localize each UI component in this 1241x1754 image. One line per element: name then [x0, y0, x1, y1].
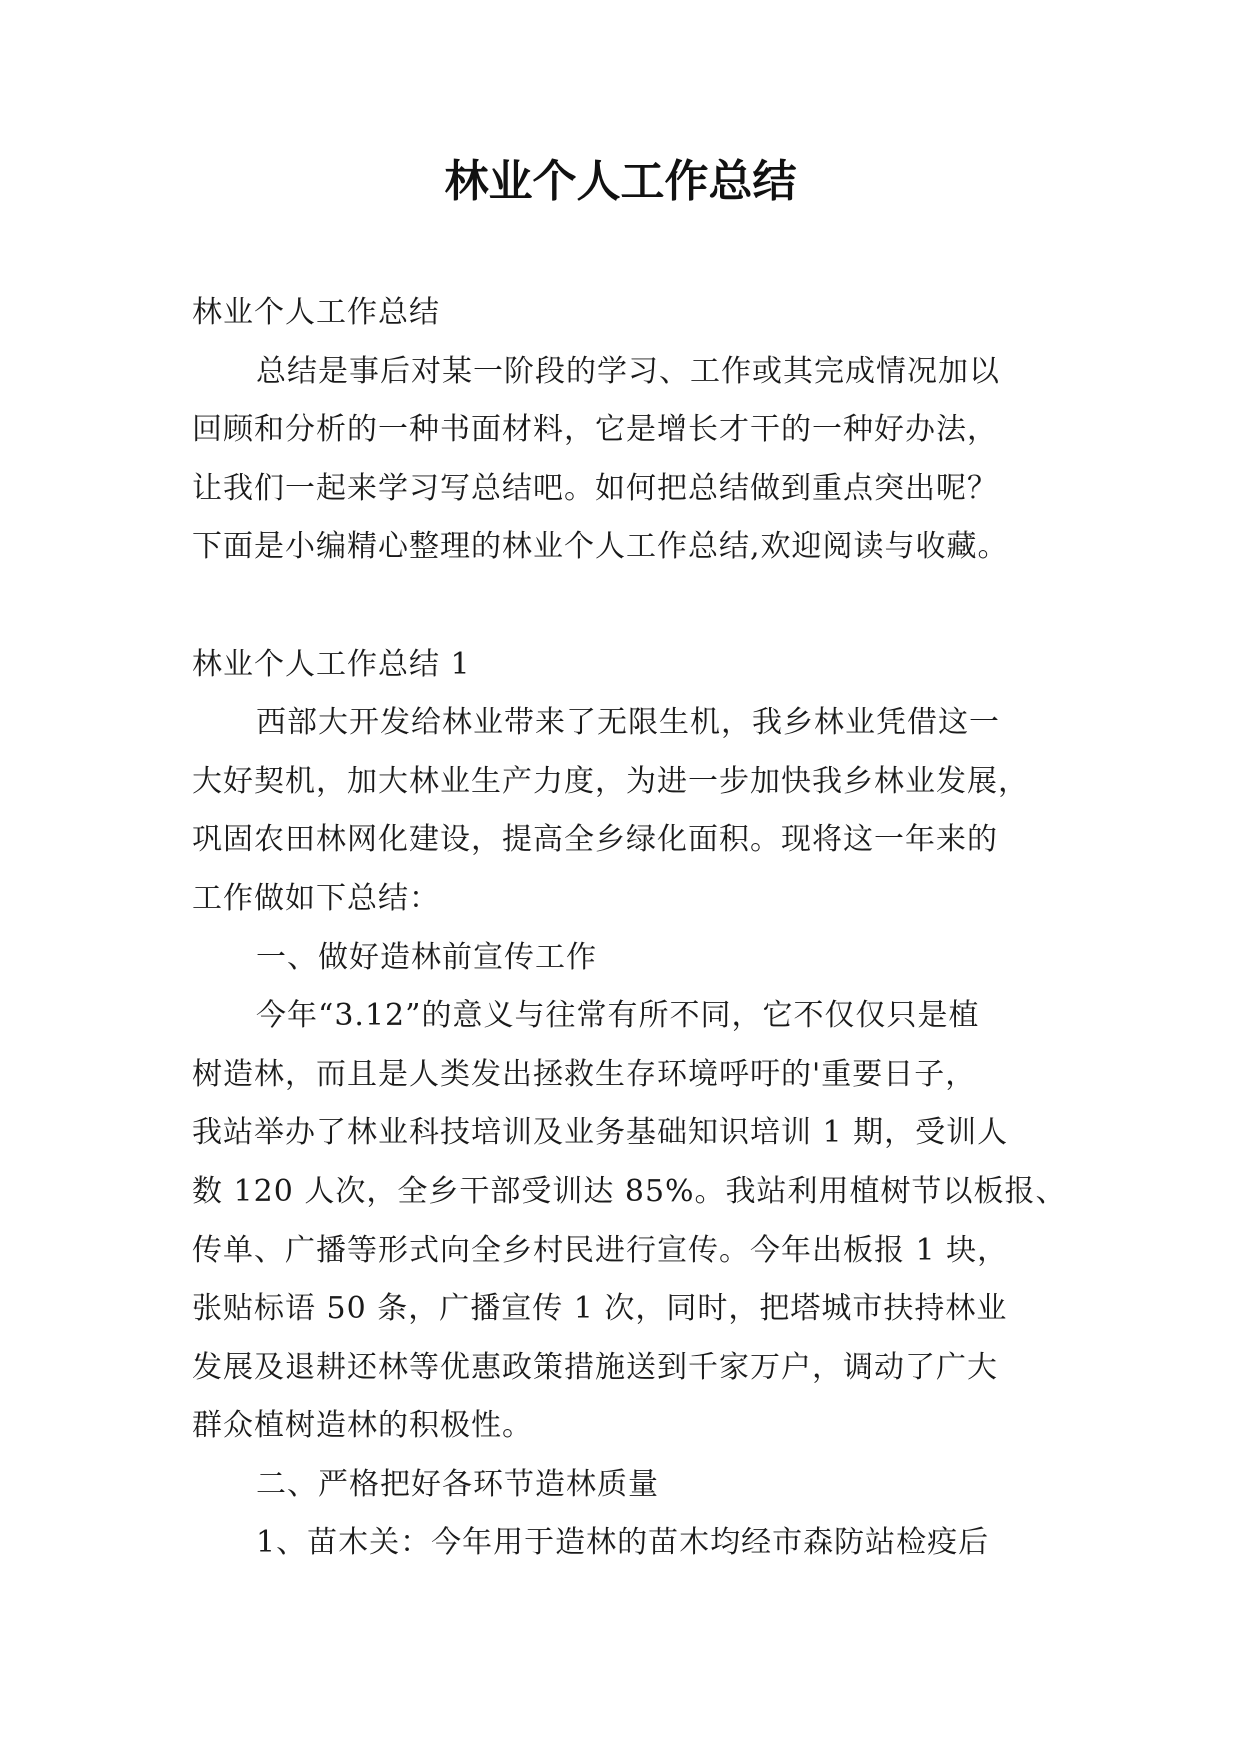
section1-line: 巩固农田林网化建设，提高全乡绿化面积。现将这一年来的	[192, 822, 998, 858]
document-subtitle: 林业个人工作总结	[192, 295, 440, 330]
section1-line: 西部大开发给林业带来了无限生机，我乡林业凭借这一	[256, 705, 1000, 741]
point1-line: 发展及退耕还林等优惠政策措施送到千家万户，调动了广大	[192, 1349, 998, 1385]
point1-line: 张贴标语 50 条，广播宣传 1 次，同时，把塔城市扶持林业	[192, 1291, 1008, 1327]
intro-line: 总结是事后对某一阶段的学习、工作或其完成情况加以	[256, 353, 1000, 389]
document-title: 林业个人工作总结	[444, 156, 797, 207]
section-heading: 林业个人工作总结 1	[192, 646, 471, 682]
point1-line: 今年“3.12”的意义与往常有所不同，它不仅仅只是植	[256, 998, 980, 1034]
section1-line: 工作做如下总结：	[192, 880, 440, 916]
section1-line: 大好契机，加大林业生产力度，为进一步加快我乡林业发展，	[192, 763, 1029, 799]
intro-line: 回顾和分析的一种书面材料，它是增长才干的一种好办法，	[192, 412, 998, 448]
point2-item: 1、苗木关：今年用于造林的苗木均经市森防站检疫后	[256, 1525, 990, 1561]
point2-heading: 二、严格把好各环节造林质量	[256, 1466, 659, 1502]
point1-line: 树造林，而且是人类发出拯救生存环境呼吁的'重要日子，	[192, 1056, 977, 1092]
point1-line: 数 120 人次，全乡干部受训达 85%。我站利用植树节以板报、	[192, 1173, 1067, 1209]
point1-line: 群众植树造林的积极性。	[192, 1408, 533, 1444]
intro-line: 下面是小编精心整理的林业个人工作总结,欢迎阅读与收藏。	[192, 529, 1009, 565]
paragraph-spacer	[192, 577, 1064, 636]
intro-line: 让我们一起来学习写总结吧。如何把总结做到重点突出呢？	[192, 470, 998, 506]
point1-line: 我站举办了林业科技培训及业务基础知识培训 1 期，受训人	[192, 1115, 1009, 1151]
document-body	[192, 284, 1067, 1573]
point1-line: 传单、广播等形式向全乡村民进行宣传。今年出板报 1 块，	[192, 1232, 1009, 1268]
point1-heading: 一、做好造林前宣传工作	[256, 939, 597, 975]
